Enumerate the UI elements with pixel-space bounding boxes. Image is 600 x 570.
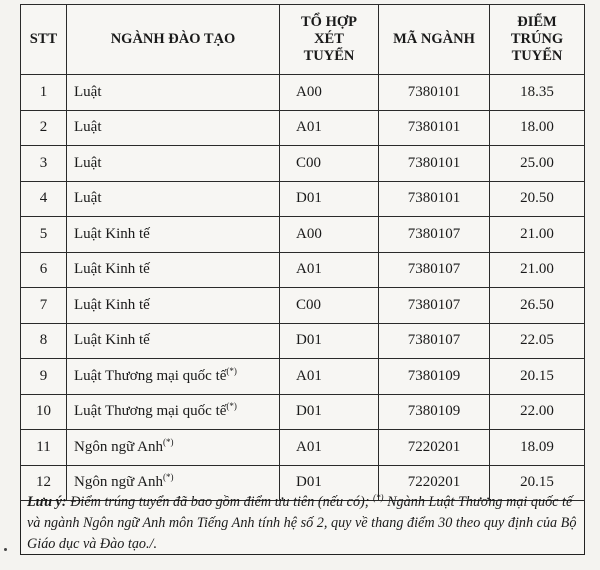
cell-stt: 10 [21,394,67,430]
cell-score: 21.00 [490,252,585,288]
cell-combination: A00 [280,75,379,111]
cell-major-mark: (*) [226,401,237,412]
cell-stt: 8 [21,323,67,359]
cell-major-code: 7380107 [379,323,490,359]
cell-stt: 5 [21,217,67,253]
cell-score: 18.00 [490,110,585,146]
cell-major-code: 7380101 [379,110,490,146]
cell-stt: 3 [21,146,67,182]
cell-combination: A00 [280,217,379,253]
table-row [21,359,585,395]
footnote-mark: (*) [373,492,384,503]
cell-combination: D01 [280,465,379,501]
cell-score: 26.50 [490,288,585,324]
cell-major: Luật Kinh tế [67,252,280,288]
cell-major-code: 7380107 [379,252,490,288]
table-row [21,110,585,146]
cell-combination: C00 [280,288,379,324]
cell-major-code: 7380101 [379,181,490,217]
cell-score: 20.50 [490,181,585,217]
cell-score: 18.35 [490,75,585,111]
table-row [21,217,585,253]
cell-stt: 11 [21,430,67,466]
cell-score: 22.00 [490,394,585,430]
cell-major-mark: (*) [162,472,174,483]
table-row [21,75,585,111]
cell-major: Luật Kinh tế [67,288,280,324]
cell-score: 18.09 [490,430,585,466]
cell-combination: D01 [280,181,379,217]
footnote [27,492,577,555]
cell-combination: A01 [280,252,379,288]
cell-major-mark: (*) [162,436,174,447]
admission-scores-table [20,4,585,501]
cell-combination: C00 [280,146,379,182]
footnote-label: Lưu ý: [27,494,67,510]
cell-major: Luật Thương mại quốc tế(*) [67,394,280,430]
cell-major: Luật [67,181,280,217]
cell-major-code: 7380107 [379,217,490,253]
cell-major: Luật [67,146,280,182]
header-major-code: MÃ NGÀNH [379,5,490,75]
cell-major-code: 7380109 [379,394,490,430]
cell-major-code: 7220201 [379,465,490,501]
table-row [21,394,585,430]
cell-major: Luật Thương mại quốc tế(*) [67,359,280,395]
cell-major: Luật [67,75,280,111]
footnote-text-1: Điểm trúng tuyển đã bao gồm điểm ưu tiên (nếu có); [66,494,374,510]
cell-stt: 1 [21,75,67,111]
cell-major: Luật Kinh tế [67,217,280,253]
header-score: ĐIỂM TRÚNG TUYỂN [490,5,585,75]
cell-stt: 7 [21,288,67,324]
table-row [21,430,585,466]
cell-combination: A01 [280,110,379,146]
header-stt: STT [21,5,67,75]
table-row [21,288,585,324]
footnote-text-2: Ngành Luật Thương mại quốc tế và ngành Ngôn ngữ Anh môn Tiếng Anh tính hệ số 2, quy về thang điểm 30 theo quy định của Bộ Giáo dục và Đào tạo./. [27,494,577,552]
cell-major-code: 7220201 [379,430,490,466]
cell-score: 22.05 [490,323,585,359]
header-major: NGÀNH ĐÀO TẠO [67,5,280,75]
cell-major-mark: (*) [226,365,237,376]
cell-score: 20.15 [490,465,585,501]
cell-major: Ngôn ngữ Anh(*) [67,465,280,501]
cell-score: 25.00 [490,146,585,182]
cell-major-code: 7380101 [379,75,490,111]
table-row [21,252,585,288]
cell-combination: A01 [280,430,379,466]
table-row [21,181,585,217]
cell-combination: A01 [280,359,379,395]
cell-major: Ngôn ngữ Anh(*) [67,430,280,466]
scan-speck [4,548,7,551]
cell-major: Luật Kinh tế [67,323,280,359]
table-row [21,146,585,182]
cell-major-code: 7380101 [379,146,490,182]
cell-stt: 12 [21,465,67,501]
cell-major-code: 7380107 [379,288,490,324]
cell-stt: 6 [21,252,67,288]
cell-stt: 4 [21,181,67,217]
cell-score: 20.15 [490,359,585,395]
cell-major-code: 7380109 [379,359,490,395]
table-header-row [21,5,585,75]
cell-stt: 2 [21,110,67,146]
cell-score: 21.00 [490,217,585,253]
table-body [21,75,585,501]
cell-combination: D01 [280,323,379,359]
cell-major: Luật [67,110,280,146]
table-row [21,323,585,359]
header-combination: TỔ HỢP XÉT TUYỂN [280,5,379,75]
cell-combination: D01 [280,394,379,430]
cell-stt: 9 [21,359,67,395]
